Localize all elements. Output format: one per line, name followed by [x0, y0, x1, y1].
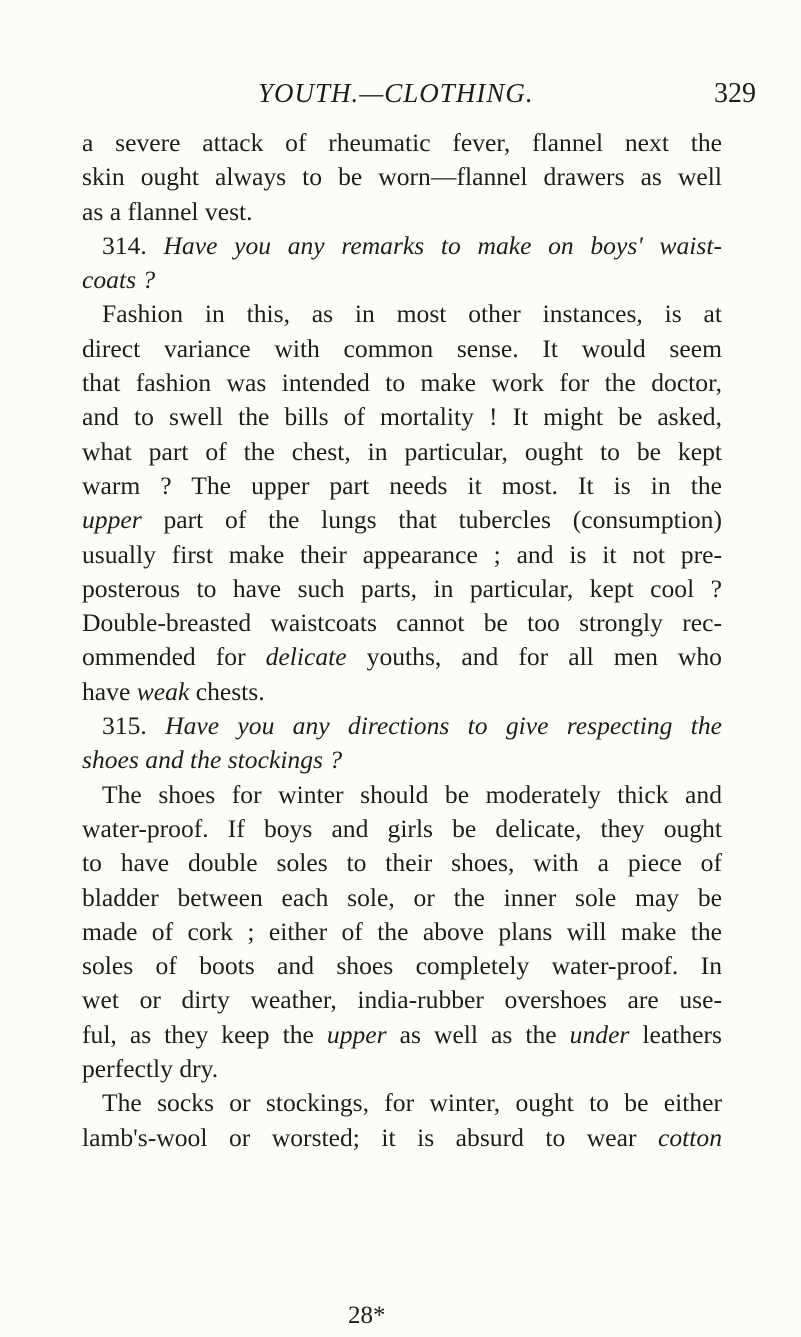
text-run: leathers [629, 1019, 722, 1049]
text-run: ommended for [82, 642, 266, 672]
text-line: wet or dirty weather, india-rubber overshoes are use- [82, 985, 722, 1015]
body-text [82, 126, 722, 1155]
text-run: youths, and for all men who [346, 642, 722, 672]
question-315-heading [82, 709, 722, 743]
text-line: that fashion was intended to make work for the doctor, [82, 368, 722, 398]
text-line: as a flannel vest. [82, 196, 253, 226]
emphasis: cotton [658, 1122, 722, 1152]
question-314-continued [82, 263, 722, 297]
text-line: soles of boots and shoes completely water-proof. In [82, 951, 722, 981]
emphasis: under [569, 1019, 630, 1049]
text-line: Double-breasted waistcoats cannot be too strongly rec- [82, 608, 722, 638]
text-line [82, 1121, 722, 1155]
text-run: as well as the [386, 1019, 570, 1049]
text-run: have [82, 676, 137, 706]
text-line: what part of the chest, in particular, ought to be kept [82, 436, 722, 466]
question-314-heading [82, 229, 722, 263]
text-line: usually first make their appearance ; and is it not pre- [82, 539, 722, 569]
text-line: The shoes for winter should be moderately thick and [102, 779, 722, 809]
text-line: a severe attack of rheumatic fever, flannel next the [82, 128, 722, 157]
text-line: Fashion in this, as in most other instances, is at [102, 299, 722, 329]
text-line: to have double soles to their shoes, with a piece of [82, 848, 722, 878]
text-line: water-proof. If boys and girls be delicate, they ought [82, 813, 722, 843]
text-line [82, 640, 722, 674]
text-line [82, 1018, 722, 1052]
question-text: Have you any remarks to make on boys' waist- [163, 230, 722, 260]
page-number: 329 [714, 78, 756, 109]
text-run: chests. [189, 676, 265, 706]
text-line: bladder between each sole, or the inner sole may be [82, 882, 722, 912]
signature-mark: 28* [348, 1302, 386, 1329]
emphasis: upper [326, 1019, 387, 1049]
emphasis: weak [136, 676, 190, 706]
question-number: 315. [102, 711, 147, 741]
question-text: shoes and the stockings ? [82, 745, 343, 775]
text-line: skin ought always to be worn—flannel drawers as well [82, 162, 722, 192]
emphasis: upper [82, 505, 142, 535]
text-line: direct variance with common sense. It would seem [82, 333, 722, 363]
text-line [82, 675, 722, 709]
emphasis: delicate [265, 642, 347, 672]
text-line: perfectly dry. [82, 1054, 219, 1084]
text-run: part of the lungs that tubercles (consumption) [141, 505, 722, 535]
text-line: warm ? The upper part needs it most. It is in the [82, 470, 722, 500]
running-head: YOUTH.—CLOTHING. [258, 78, 534, 108]
page-header [0, 78, 801, 118]
question-315-continued [82, 743, 722, 777]
text-run: lamb's-wool or worsted; it is absurd to wear [82, 1122, 659, 1152]
text-run: ful, as they keep the [82, 1019, 327, 1049]
text-line: and to swell the bills of mortality ! It might be asked, [82, 402, 722, 432]
question-number: 314. [102, 230, 147, 260]
text-line: The socks or stockings, for winter, ought to be either [102, 1088, 722, 1118]
question-text: coats ? [82, 265, 156, 295]
text-line [82, 503, 722, 537]
text-line: made of cork ; either of the above plans will make the [82, 916, 722, 946]
text-line: posterous to have such parts, in particular, kept cool ? [82, 573, 722, 603]
question-text: Have you any directions to give respecting the [165, 711, 722, 741]
